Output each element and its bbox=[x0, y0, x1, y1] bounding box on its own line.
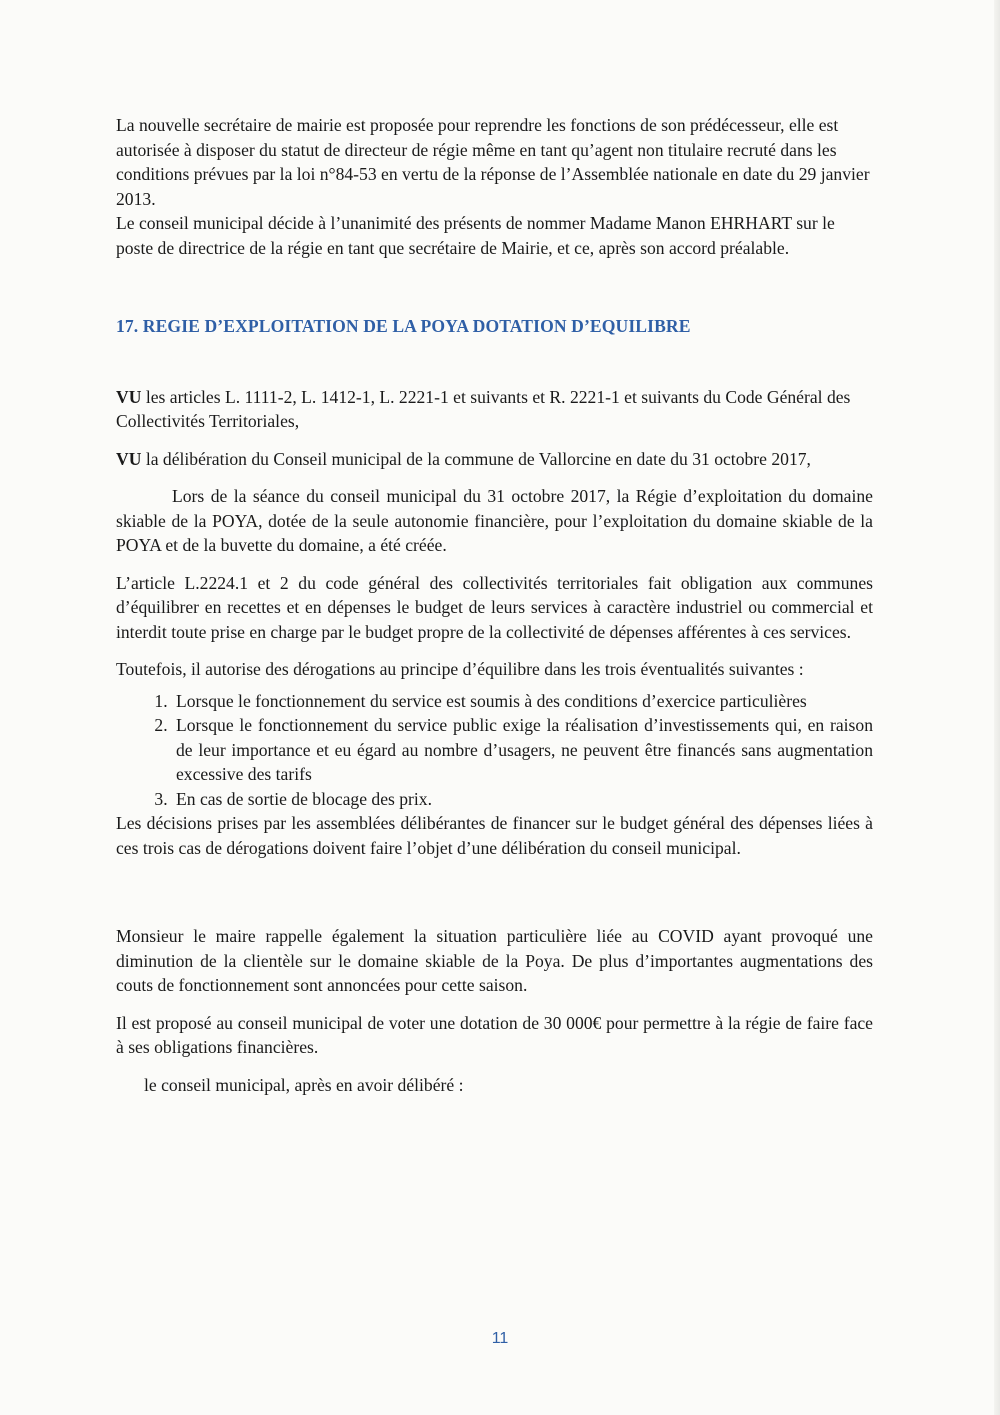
vu-item bbox=[116, 447, 873, 472]
vu-text: les articles L. 1111-2, L. 1412-1, L. 2221-1 et suivants et R. 2221-1 et suivants du Code Général des Collectivités Territoriales, bbox=[116, 386, 851, 431]
vu-text: la délibération du Conseil municipal de la commune de Vallorcine en date du 31 octobre 2017, bbox=[141, 448, 811, 469]
vu-item bbox=[116, 385, 873, 434]
vu-block bbox=[116, 385, 873, 472]
paragraph-deliberation: le conseil municipal, après en avoir délibéré : bbox=[144, 1074, 464, 1095]
paragraph-article-obligation: L’article L.2224.1 et 2 du code général des collectivités territoriales fait obligation aux communes d’équilibrer en recettes et en dépenses le budget de leurs services à caractère industriel ou commercial et interdit toute prise en charge par le budget propre de la collectivité de dépenses afférentes à ces services. bbox=[116, 572, 873, 642]
paragraph-regie-creation: Lors de la séance du conseil municipal du 31 octobre 2017, la Régie d’exploitation du domaine skiable de la POYA, dotée de la seule autonomie financière, pour l’exploitation du domaine skiable de la POYA et de la buvette du domaine, a été créée. bbox=[116, 486, 873, 555]
page-content bbox=[116, 113, 873, 1097]
paragraph-council-appointment: Le conseil municipal décide à l’unanimité des présents de nommer Madame Manon EHRHART sur le poste de directrice de la régie en tant que secrétaire de Mairie, et ce, après son accord préalable. bbox=[116, 213, 835, 258]
list-item: 2. Lorsque le fonctionnement du service public exige la réalisation d’investissements qui, en raison de leur importance et eu égard au nombre d’usagers, ne peuvent être financés sans augmentation excessive des tarifs bbox=[172, 713, 873, 787]
derogations-list bbox=[116, 689, 873, 812]
paragraph-covid-situation: Monsieur le maire rappelle également la situation particulière liée au COVID ayant provoqué une diminution de la clientèle sur le domaine skiable de la Poya. De plus d’importantes augmentations des couts de fonctionnement sont annoncées pour cette saison. bbox=[116, 926, 873, 995]
list-item: 1. Lorsque le fonctionnement du service est soumis à des conditions d’exercice particulières bbox=[172, 689, 873, 714]
list-item: 3. En cas de sortie de blocage des prix. bbox=[172, 787, 873, 812]
paragraph-secretary-status: La nouvelle secrétaire de mairie est proposée pour reprendre les fonctions de son prédécesseur, elle est autorisée à disposer du statut de directeur de régie même en tant qu’agent non titulaire recruté dans les conditions prévues par la loi n°84-53 en vertu de la réponse de l’Assemblée nationale en date du 29 janvier 2013. bbox=[116, 115, 870, 209]
page-number: 11 bbox=[491, 1330, 509, 1347]
paragraph-decisions: Les décisions prises par les assemblées délibérantes de financer sur le budget général des dépenses liées à ces trois cas de dérogations doivent faire l’objet d’une délibération du conseil municipal. bbox=[116, 813, 873, 858]
section-heading: 17. REGIE D’EXPLOITATION DE LA POYA DOTATION D’EQUILIBRE bbox=[116, 316, 691, 336]
vu-label: VU bbox=[116, 448, 142, 469]
paragraph-dotation-proposal: Il est proposé au conseil municipal de voter une dotation de 30 000€ pour permettre à la régie de faire face à ses obligations financières. bbox=[116, 1012, 873, 1057]
vu-label: VU bbox=[116, 386, 142, 407]
scan-edge bbox=[994, 0, 1000, 1415]
paragraph-derogations-intro: Toutefois, il autorise des dérogations au principe d’équilibre dans les trois éventualités suivantes : bbox=[116, 659, 804, 679]
